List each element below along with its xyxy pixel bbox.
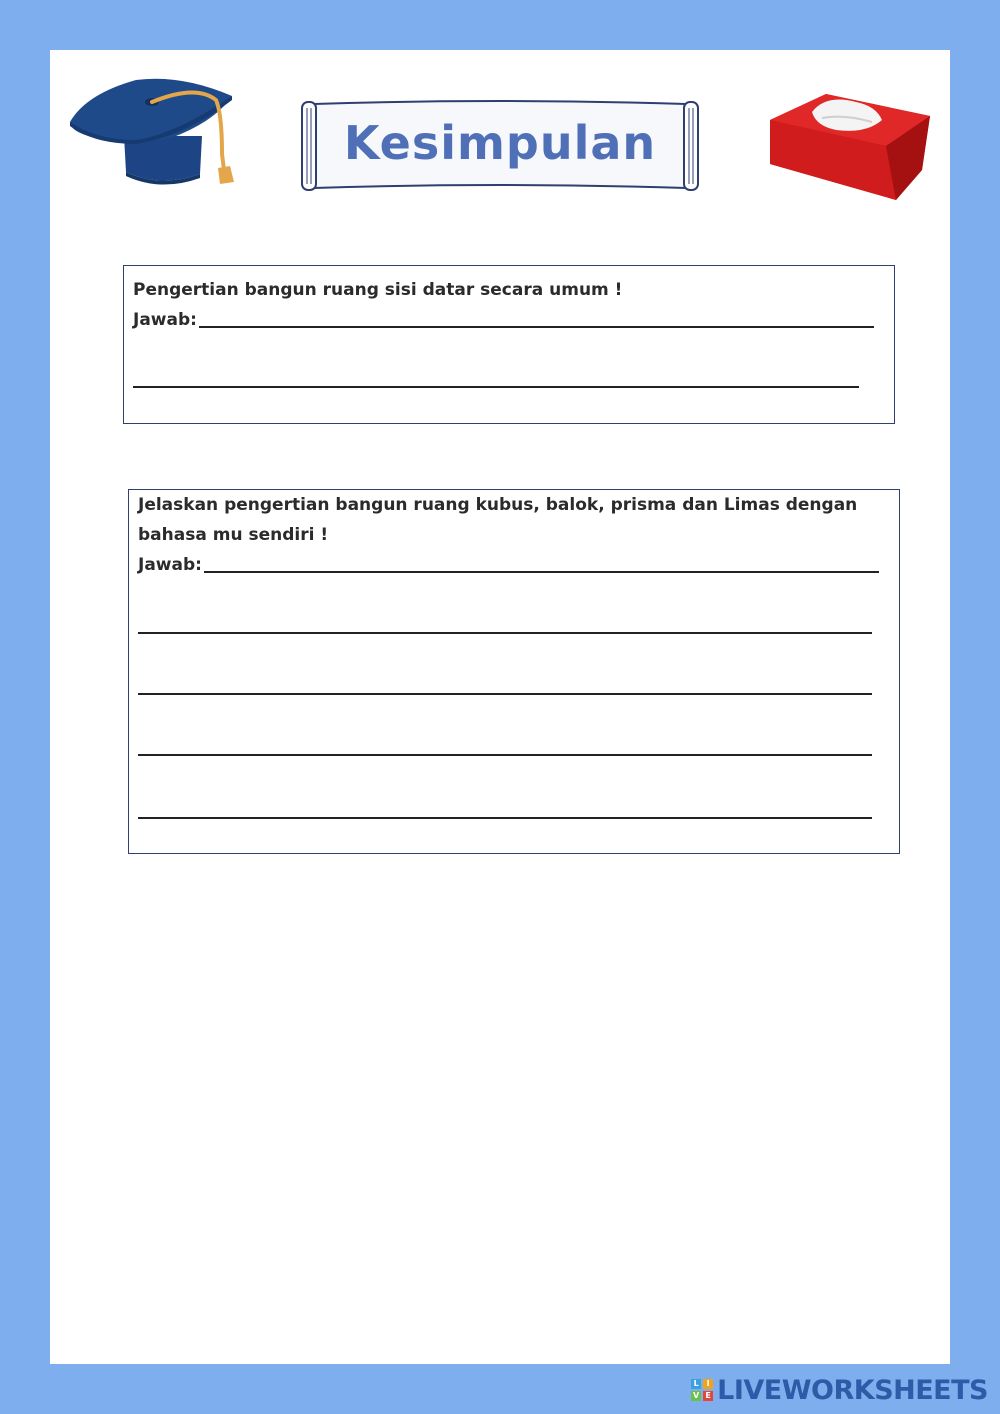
logo-grid-icon <box>691 1379 713 1401</box>
question-2-text: Jelaskan pengertian bangun ruang kubus, balok, prisma dan Limas dengan bahasa mu sendiri ! <box>138 495 858 545</box>
question-1-text: Pengertian bangun ruang sisi datar secara umum ! <box>133 280 623 300</box>
answer-label-1: Jawab: <box>133 310 197 330</box>
page-title: Kesimpulan <box>343 116 657 170</box>
worksheet-page <box>50 50 950 1364</box>
logo-letter: L <box>691 1379 701 1389</box>
question-box-2 <box>128 489 900 854</box>
liveworksheets-logo <box>691 1373 988 1407</box>
logo-letter: V <box>693 1391 700 1400</box>
answer-line[interactable] <box>204 571 879 573</box>
logo-letter: E <box>703 1391 713 1401</box>
answer-line[interactable] <box>133 386 859 388</box>
answer-line[interactable] <box>138 693 872 695</box>
question-box-1 <box>123 265 895 424</box>
tissue-box-icon <box>766 90 932 206</box>
answer-line[interactable] <box>199 326 874 328</box>
answer-line[interactable] <box>138 817 872 819</box>
brand-name: LIVEWORKSHEETS <box>717 1374 988 1406</box>
answer-line[interactable] <box>138 632 872 634</box>
logo-letter: I <box>703 1379 713 1389</box>
graduation-cap-icon <box>66 74 238 194</box>
answer-line[interactable] <box>138 754 872 756</box>
answer-row-2 <box>138 550 879 580</box>
answer-label-2: Jawab: <box>138 555 202 575</box>
answer-row-1 <box>133 305 874 335</box>
